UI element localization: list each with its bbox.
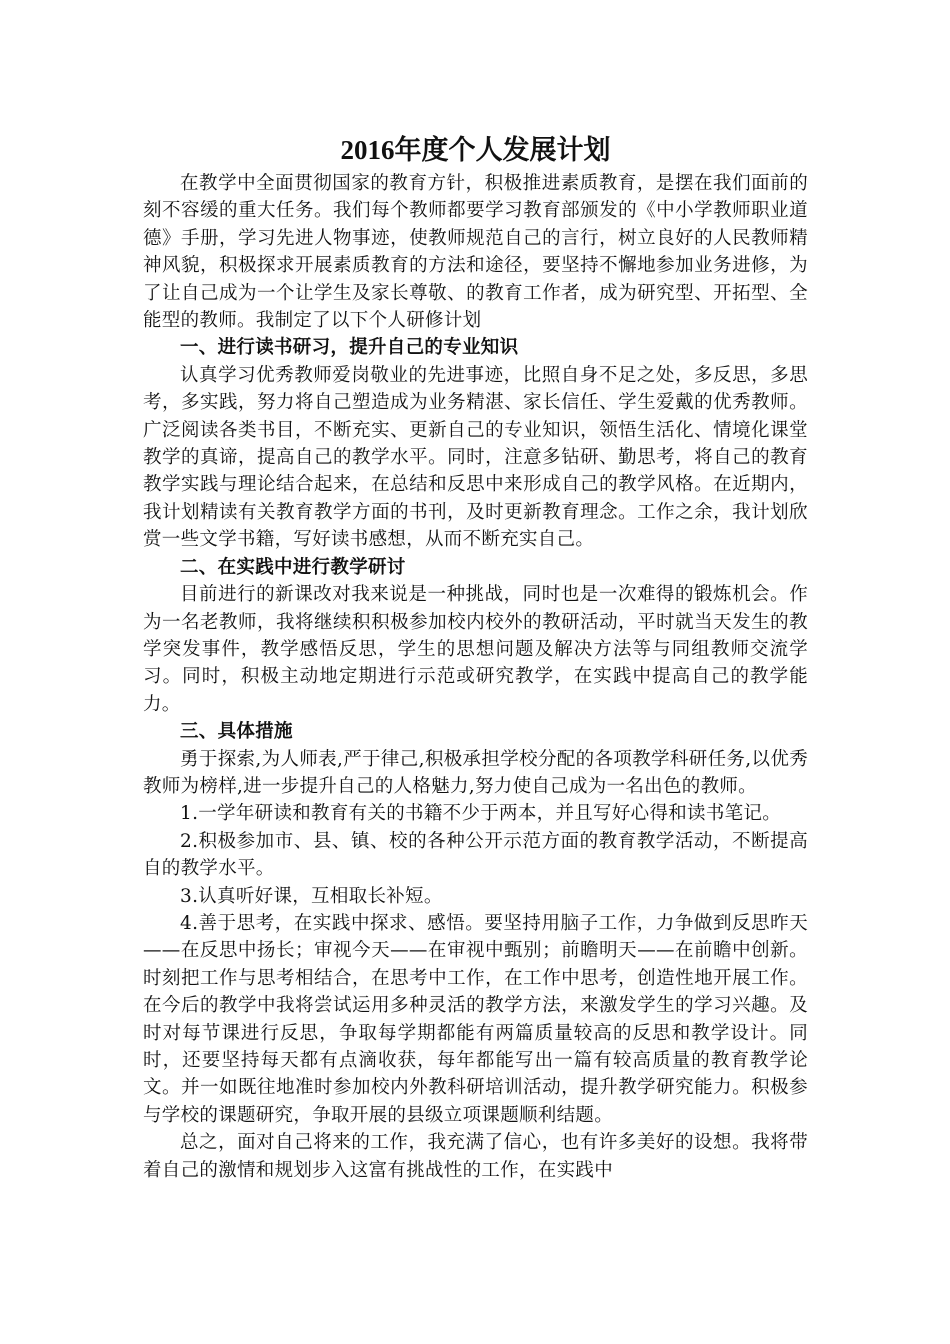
document-title: 2016年度个人发展计划 xyxy=(340,135,611,165)
measure-item-3: 3.认真听好课，互相取长补短。 xyxy=(180,885,443,907)
section-3-paragraph: 勇于探索,为人师表,严于律己,积极承担学校分配的各项教学科研任务,以优秀教师为榜样,进一步提升自己的人格魅力,努力使自己成为一名出色的教师。 xyxy=(143,748,808,797)
measure-item-1: 1.一学年研读和教育有关的书籍不少于两本，并且写好心得和读书笔记。 xyxy=(180,803,782,825)
document-body xyxy=(143,130,808,1184)
section-1-paragraph: 认真学习优秀教师爱岗敬业的先进事迹，比照自身不足之处，多反思，多思考，多实践，努力将自己塑造成为业务精湛、家长信任、学生爱戴的优秀教师。广泛阅读各类书目，不断充实、更新自己的专业知识，领悟生活化、情境化课堂教学的真谛，提高自己的教学水平。同时，注意多钻研、勤思考，将自己的教育教学实践与理论结合起来，在总结和反思中来形成自己的教学风格。在近期内，我计划精读有关教育教学方面的书刊，及时更新教育理念。工作之余，我计划欣赏一些文学书籍，写好读书感想，从而不断充实自己。 xyxy=(143,364,808,551)
measure-item-2: 2.积极参加市、县、镇、校的各种公开示范方面的教育教学活动，不断提高自的教学水平。 xyxy=(143,830,808,880)
conclusion-paragraph: 总之，面对自己将来的工作，我充满了信心，也有许多美好的设想。我将带着自己的激情和规划步入这富有挑战性的工作，在实践中 xyxy=(143,1132,808,1181)
section-2-heading: 二、在实践中进行教学研讨 xyxy=(180,556,406,578)
measure-item-4: 4.善于思考，在实践中探求、感悟。要坚持用脑子工作，力争做到反思昨天——在反思中扬长；审视今天——在审视中甄别；前瞻明天——在前瞻中创新。时刻把工作与思考相结合，在思考中工作，在工作中思考，创造性地开展工作。在今后的教学中我将尝试运用多种灵活的教学方法，来激发学生的学习兴趣。及时对每节课进行反思，争取每学期都能有两篇质量较高的反思和教学设计。同时，还要坚持每天都有点滴收获，每年都能写出一篇有较高质量的教育教学论文。并一如既往地准时参加校内外教科研培训活动，提升教学研究能力。积极参与学校的课题研究，争取开展的县级立项课题顺利结题。 xyxy=(143,912,808,1126)
section-3-heading: 三、具体措施 xyxy=(180,721,293,743)
section-1-heading: 一、进行读书研习，提升自己的专业知识 xyxy=(180,337,519,359)
section-2-paragraph: 目前进行的新课改对我来说是一种挑战，同时也是一次难得的锻炼机会。作为一名老教师，我将继续积积极参加校内校外的教研活动，平时就当天发生的教学突发事件，教学感悟反思，学生的思想问题及解决方法等与同组教师交流学习。同时，积极主动地定期进行示范或研究教学，在实践中提高自己的教学能力。 xyxy=(143,584,808,715)
intro-paragraph: 在教学中全面贯彻国家的教育方针，积极推进素质教育，是摆在我们面前的刻不容缓的重大任务。我们每个教师都要学习教育部颁发的《中小学教师职业道德》手册，学习先进人物事迹，使教师规范自己的言行，树立良好的人民教师精神风貌，积极探求开展素质教育的方法和途径，要坚持不懈地参加业务进修，为了让自己成为一个让学生及家长尊敬、的教育工作者，成为研究型、开拓型、全能型的教师。我制定了以下个人研修计划 xyxy=(143,173,808,332)
